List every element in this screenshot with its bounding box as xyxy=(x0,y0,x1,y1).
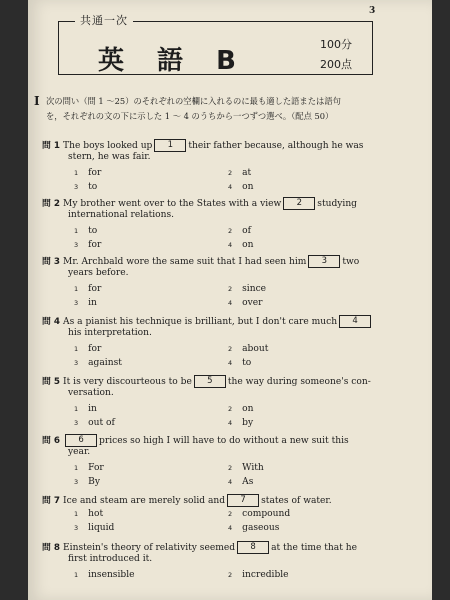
option-text: With xyxy=(242,463,264,473)
option-number: 2 xyxy=(228,510,233,518)
exam-page xyxy=(28,0,432,600)
option-number: 1 xyxy=(74,510,79,518)
answer-blank: 3 xyxy=(308,255,340,268)
answer-option xyxy=(228,182,253,192)
option-number: 4 xyxy=(228,241,233,249)
answer-option xyxy=(228,404,253,414)
option-number: 1 xyxy=(74,169,79,177)
option-text: For xyxy=(88,463,104,473)
option-number: 3 xyxy=(74,359,79,367)
answer-option xyxy=(228,477,253,487)
option-text: As xyxy=(242,477,254,487)
option-number: 2 xyxy=(228,169,233,177)
option-text: incredible xyxy=(242,570,289,580)
answer-option xyxy=(74,298,97,308)
answer-option xyxy=(74,463,104,473)
option-text: by xyxy=(242,418,254,428)
answer-option xyxy=(228,418,253,428)
question-text: his interpretation. xyxy=(68,328,152,338)
answer-option xyxy=(74,509,103,519)
instruction-line: 次の問い（問 1 ～25）のそれぞれの空欄に入れるのに最も適した語または語句 xyxy=(46,96,341,106)
answer-option xyxy=(74,284,101,294)
question-line xyxy=(68,554,152,564)
answer-option xyxy=(228,358,251,368)
answer-blank: 4 xyxy=(339,315,371,328)
answer-option xyxy=(74,404,97,414)
question-line xyxy=(42,138,363,152)
option-text: to xyxy=(88,226,98,236)
option-number: 1 xyxy=(74,227,79,235)
question-line xyxy=(42,374,371,388)
answer-option xyxy=(74,168,101,178)
answer-option xyxy=(74,344,101,354)
answer-option xyxy=(74,418,115,428)
question-number: 問 8 xyxy=(42,543,64,553)
section-number: I xyxy=(34,94,40,108)
answer-option xyxy=(228,509,290,519)
option-text: for xyxy=(88,284,102,294)
answer-option xyxy=(228,298,262,308)
answer-option xyxy=(228,570,289,580)
question-line xyxy=(68,210,174,220)
question-text: versation. xyxy=(68,388,114,398)
option-text: By xyxy=(88,477,100,487)
option-number: 3 xyxy=(74,241,79,249)
answer-option xyxy=(228,226,251,236)
option-text: about xyxy=(242,344,269,354)
answer-option xyxy=(74,523,114,533)
option-text: for xyxy=(88,240,102,250)
question-text: Mr. Archbald wore the same suit that I had seen him xyxy=(63,257,307,267)
option-number: 2 xyxy=(228,571,233,579)
time-limit: 100分 xyxy=(320,38,352,51)
question-number: 問 2 xyxy=(42,199,64,209)
question-line xyxy=(68,388,114,398)
answer-option xyxy=(228,168,251,178)
option-number: 2 xyxy=(228,405,233,413)
option-text: on xyxy=(242,182,254,192)
option-text: for xyxy=(88,344,102,354)
option-number: 2 xyxy=(228,285,233,293)
question-number: 問 4 xyxy=(42,317,64,327)
question-number: 問 6 xyxy=(42,436,64,446)
question-text: Einstein's theory of relativity seemed xyxy=(63,543,236,553)
option-number: 4 xyxy=(228,299,233,307)
option-number: 4 xyxy=(228,478,233,486)
question-number: 問 5 xyxy=(42,377,64,387)
answer-option xyxy=(74,477,100,487)
option-number: 3 xyxy=(74,524,79,532)
option-number: 1 xyxy=(74,464,79,472)
question-number: 問 3 xyxy=(42,257,64,267)
option-number: 3 xyxy=(74,419,79,427)
question-line xyxy=(42,196,357,210)
option-number: 1 xyxy=(74,405,79,413)
option-number: 4 xyxy=(228,183,233,191)
option-text: gaseous xyxy=(242,523,280,533)
exam-label: 共通一次 xyxy=(75,12,133,28)
question-text: year. xyxy=(68,447,91,457)
answer-blank: 2 xyxy=(283,197,315,210)
answer-blank: 6 xyxy=(65,434,97,447)
question-text: My brother went over to the States with a view xyxy=(63,199,282,209)
question-text: The boys looked up xyxy=(63,141,153,151)
question-line xyxy=(68,152,151,162)
answer-option xyxy=(74,570,135,580)
question-text: the way during someone's con- xyxy=(227,377,371,387)
answer-blank: 1 xyxy=(154,139,186,152)
answer-option xyxy=(228,240,253,250)
option-text: in xyxy=(88,404,97,414)
option-number: 1 xyxy=(74,285,79,293)
answer-option xyxy=(228,344,268,354)
question-text: It is very discourteous to be xyxy=(63,377,192,387)
question-text: at the time that he xyxy=(271,543,357,553)
option-text: for xyxy=(88,168,102,178)
option-text: in xyxy=(88,298,97,308)
option-text: since xyxy=(242,284,267,294)
question-line xyxy=(42,540,357,554)
option-number: 3 xyxy=(74,299,79,307)
question-text: prices so high I will have to do without a new suit this xyxy=(99,436,349,446)
total-points: 200点 xyxy=(320,58,352,71)
page-number: 3 xyxy=(369,6,376,16)
option-number: 3 xyxy=(74,478,79,486)
option-text: insensible xyxy=(88,570,135,580)
instruction-line: を，それぞれの文の下に示した 1 ～ 4 のうちから一つずつ選べ。（配点 50） xyxy=(46,111,334,121)
question-line xyxy=(42,314,373,328)
answer-option xyxy=(74,182,97,192)
option-text: at xyxy=(242,168,252,178)
option-number: 4 xyxy=(228,359,233,367)
question-line xyxy=(68,447,90,457)
question-line xyxy=(68,328,152,338)
option-text: on xyxy=(242,240,254,250)
question-text: first introduced it. xyxy=(68,554,153,564)
question-line xyxy=(42,254,359,268)
question-number: 問 1 xyxy=(42,141,64,151)
answer-option xyxy=(228,463,264,473)
question-line xyxy=(42,433,349,447)
answer-option xyxy=(74,226,97,236)
answer-blank: 7 xyxy=(227,494,259,507)
option-text: hot xyxy=(88,509,104,519)
question-text: studying xyxy=(317,199,358,209)
option-text: against xyxy=(88,358,122,368)
option-text: to xyxy=(88,182,98,192)
option-number: 2 xyxy=(228,464,233,472)
question-text: two xyxy=(342,257,360,267)
question-text: As a pianist his technique is brilliant, but I don't care much xyxy=(63,317,338,327)
option-number: 1 xyxy=(74,345,79,353)
option-text: compound xyxy=(242,509,291,519)
question-text: years before. xyxy=(68,268,129,278)
question-text: stern, he was fair. xyxy=(68,152,151,162)
question-text: Ice and steam are merely solid and xyxy=(63,496,226,506)
option-text: over xyxy=(242,298,263,308)
question-text: their father because, although he was xyxy=(188,141,364,151)
answer-option xyxy=(228,284,266,294)
answer-option xyxy=(228,523,279,533)
option-text: liquid xyxy=(88,523,115,533)
option-number: 4 xyxy=(228,524,233,532)
question-line xyxy=(42,493,332,507)
subject-title: 英 語 B xyxy=(98,46,248,76)
question-line xyxy=(68,268,129,278)
option-number: 4 xyxy=(228,419,233,427)
answer-blank: 8 xyxy=(237,541,269,554)
answer-blank: 5 xyxy=(194,375,226,388)
option-number: 1 xyxy=(74,571,79,579)
option-number: 3 xyxy=(74,183,79,191)
answer-option xyxy=(74,240,101,250)
option-text: on xyxy=(242,404,254,414)
question-text: states of water. xyxy=(261,496,332,506)
option-text: to xyxy=(242,358,252,368)
question-text: international relations. xyxy=(68,210,175,220)
answer-option xyxy=(74,358,122,368)
option-number: 2 xyxy=(228,345,233,353)
option-number: 2 xyxy=(228,227,233,235)
question-number: 問 7 xyxy=(42,496,64,506)
option-text: out of xyxy=(88,418,115,428)
option-text: of xyxy=(242,226,251,236)
